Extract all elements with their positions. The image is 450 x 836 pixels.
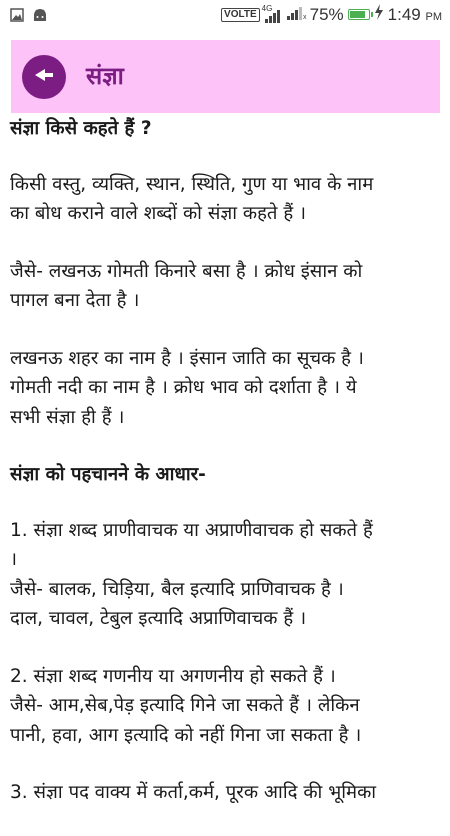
text-line: 2. संज्ञा शब्द गणनीय या अगणनीय हो सकते हैं । [10,665,336,687]
point-2-paragraph [10,662,440,751]
text-line: लखनऊ शहर का नाम है । इंसान जाति का सूचक है । [10,347,364,369]
back-arrow-icon [33,67,55,87]
text-line: 3. संज्ञा पद वाक्य में कर्ता,कर्म, पूरक आदि की भूमिका [10,782,377,803]
image-notification-icon [10,8,24,27]
section-heading-identification: संज्ञा को पहचानने के आधार- [10,464,206,485]
text-line: जैसे- बालक, चिड़िया, बैल इत्यादि प्राणिवाचक है । [10,578,344,600]
app-header [11,40,440,113]
notification-icons [10,8,48,27]
definition-paragraph [10,170,440,229]
back-button[interactable] [22,55,66,99]
text-line: पानी, हवा, आग इत्यादि को नहीं गिना जा सकता है । [10,724,362,746]
text-line: 1. संज्ञा शब्द प्राणीवाचक या अप्राणीवाचक हो सकते हैं [10,519,373,541]
battery-icon [348,9,370,20]
explanation-paragraph [10,344,440,433]
section-heading-definition: संज्ञा किसे कहते हैं ? [10,118,152,139]
signal-icon-1 [261,3,282,23]
text-line: पागल बना देता है । [10,290,140,311]
text-line: गोमती नदी का नाम है । क्रोध भाव को दर्शाता है । ये [10,377,357,398]
text-line: । [10,549,18,570]
volte-badge: VOLTE [221,8,260,22]
battery-percent: 75% [309,4,344,24]
network-type-label: 4G [261,3,273,13]
point-1-paragraph [10,516,440,634]
text-line: जैसे- आम,सेब,पेड़ इत्यादि गिने जा सकते हैं । लेकिन [10,695,360,716]
system-status [221,4,442,25]
clock: 1:49 PM [387,4,442,24]
text-line: सभी संज्ञा ही हैं । [10,406,125,428]
text-line: का बोध कराने वाले शब्दों को संज्ञा कहते हैं । [10,203,307,224]
article-content [10,114,440,836]
page-title: संज्ञा [86,62,124,90]
text-line: किसी वस्तु, व्यक्ति, स्थान, स्थिति, गुण या भाव के नाम [10,173,374,195]
example-paragraph [10,257,440,316]
text-line: जैसे- लखनऊ गोमती किनारे बसा है । क्रोध इंसान को [10,260,363,282]
text-line: दाल, चावल, टेबुल इत्यादि अप्राणिवाचक हैं । [10,608,307,629]
charging-icon [374,4,384,25]
status-bar [0,0,450,32]
svg-text:x: x [302,14,307,21]
point-3-paragraph [10,778,440,808]
signal-icon-2 [286,4,306,25]
android-icon [32,8,48,27]
